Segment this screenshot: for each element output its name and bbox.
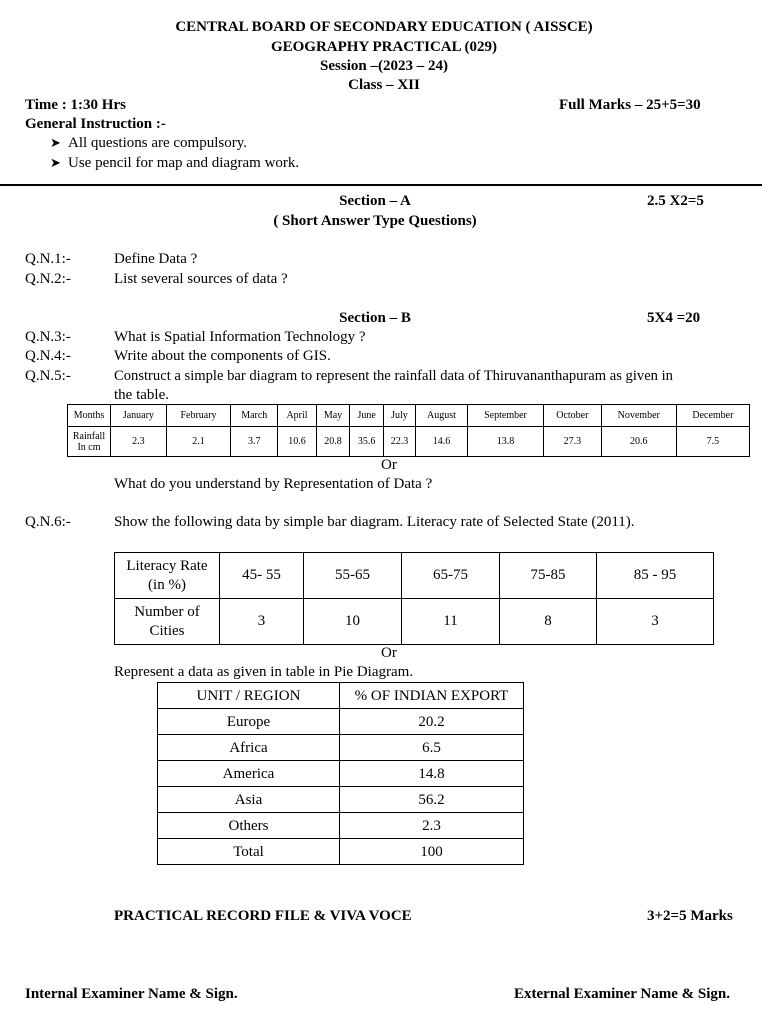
question-text: What is Spatial Information Technology ? [114, 329, 366, 345]
question-number: Q.N.1:- [25, 251, 71, 267]
region-cell: America [158, 761, 340, 787]
table-row [158, 709, 524, 735]
rainfall-value: 22.3 [383, 427, 415, 457]
row-label-cell: Rainfall In cm [68, 427, 111, 457]
region-cell: Total [158, 839, 340, 865]
question-number: Q.N.2:- [25, 271, 71, 287]
section-b-title: Section – B [339, 310, 411, 326]
table-header-cell: Months [68, 405, 111, 427]
instruction-title: General Instruction :- [25, 116, 166, 132]
or-separator: Or [381, 645, 397, 661]
range-cell: 75-85 [500, 553, 597, 599]
range-cell: 45- 55 [220, 553, 304, 599]
export-value-cell: 14.8 [340, 761, 524, 787]
or-separator: Or [381, 457, 397, 473]
region-cell: Others [158, 813, 340, 839]
horizontal-divider [0, 184, 762, 186]
month-cell: July [383, 405, 415, 427]
section-a-subtitle: ( Short Answer Type Questions) [273, 213, 477, 229]
export-value-cell: 2.3 [340, 813, 524, 839]
range-cell: 85 - 95 [597, 553, 714, 599]
table-row [158, 787, 524, 813]
month-cell: November [601, 405, 676, 427]
question-text: Write about the components of GIS. [114, 348, 331, 364]
rainfall-value: 20.8 [316, 427, 350, 457]
question-text: List several sources of data ? [114, 271, 288, 287]
practical-marks: 3+2=5 Marks [647, 908, 733, 924]
table-row [115, 553, 714, 599]
month-cell: September [467, 405, 543, 427]
section-a-title: Section – A [339, 193, 411, 209]
question-text: Construct a simple bar diagram to represent the rainfall data of Thiruvananthapuram as given in [114, 368, 673, 384]
month-cell: October [544, 405, 602, 427]
export-value-cell: 56.2 [340, 787, 524, 813]
table-row [158, 813, 524, 839]
count-cell: 10 [304, 599, 402, 645]
question-number: Q.N.5:- [25, 368, 71, 384]
rainfall-value: 27.3 [544, 427, 602, 457]
count-cell: 3 [220, 599, 304, 645]
table-row [115, 599, 714, 645]
table-row [158, 761, 524, 787]
subject-title: GEOGRAPHY PRACTICAL (029) [270, 39, 498, 55]
question-text: Define Data ? [114, 251, 198, 267]
export-table [157, 682, 524, 865]
section-a-marks: 2.5 X2=5 [647, 193, 704, 209]
table-row [68, 405, 750, 427]
arrow-bullet-icon: ➤ [50, 155, 61, 170]
rainfall-value: 3.7 [231, 427, 278, 457]
table-header-cell: % OF INDIAN EXPORT [340, 683, 524, 709]
month-cell: June [350, 405, 384, 427]
count-cell: 8 [500, 599, 597, 645]
table-row [158, 839, 524, 865]
export-value-cell: 6.5 [340, 735, 524, 761]
question-text-continued: the table. [114, 387, 169, 403]
rainfall-value: 13.8 [467, 427, 543, 457]
rainfall-value: 20.6 [601, 427, 676, 457]
rainfall-value: 7.5 [676, 427, 749, 457]
month-cell: February [166, 405, 230, 427]
export-value-cell: 100 [340, 839, 524, 865]
time-label: Time : 1:30 Hrs [25, 97, 126, 113]
session-title: Session –(2023 – 24) [320, 58, 448, 74]
section-b-marks: 5X4 =20 [647, 310, 701, 326]
table-row [158, 735, 524, 761]
month-cell: December [676, 405, 749, 427]
full-marks-label: Full Marks – 25+5=30 [559, 97, 701, 113]
region-cell: Europe [158, 709, 340, 735]
question-text: What do you understand by Representation of Data ? [114, 476, 433, 492]
month-cell: August [416, 405, 468, 427]
rainfall-value: 14.6 [416, 427, 468, 457]
region-cell: Asia [158, 787, 340, 813]
question-number: Q.N.3:- [25, 329, 71, 345]
rainfall-value: 10.6 [278, 427, 316, 457]
month-cell: April [278, 405, 316, 427]
instruction-item: ➤ All questions are compulsory. [50, 135, 247, 151]
export-value-cell: 20.2 [340, 709, 524, 735]
table-row [158, 683, 524, 709]
month-cell: May [316, 405, 350, 427]
region-cell: Africa [158, 735, 340, 761]
table-row [68, 427, 750, 457]
rainfall-value: 35.6 [350, 427, 384, 457]
rainfall-table [67, 404, 750, 457]
count-cell: 11 [402, 599, 500, 645]
rainfall-value: 2.1 [166, 427, 230, 457]
range-cell: 55-65 [304, 553, 402, 599]
question-number: Q.N.4:- [25, 348, 71, 364]
month-cell: January [111, 405, 167, 427]
range-cell: 65-75 [402, 553, 500, 599]
question-number: Q.N.6:- [25, 514, 71, 530]
class-title: Class – XII [348, 77, 420, 93]
arrow-bullet-icon: ➤ [50, 135, 61, 150]
external-examiner-signature: External Examiner Name & Sign. [514, 986, 730, 1002]
count-cell: 3 [597, 599, 714, 645]
question-text: Show the following data by simple bar diagram. Literacy rate of Selected State (2011). [114, 514, 635, 530]
month-cell: March [231, 405, 278, 427]
table-header-cell: UNIT / REGION [158, 683, 340, 709]
rainfall-value: 2.3 [111, 427, 167, 457]
literacy-table [114, 552, 714, 645]
instruction-item: ➤ Use pencil for map and diagram work. [50, 155, 300, 171]
internal-examiner-signature: Internal Examiner Name & Sign. [25, 986, 238, 1002]
board-title: CENTRAL BOARD OF SECONDARY EDUCATION ( AISSCE) [175, 19, 593, 35]
question-text: Represent a data as given in table in Pie Diagram. [114, 664, 414, 680]
row-label-cell: Literacy Rate (in %) [115, 553, 220, 599]
practical-title: PRACTICAL RECORD FILE & VIVA VOCE [114, 908, 412, 924]
row-label-cell: Number of Cities [115, 599, 220, 645]
